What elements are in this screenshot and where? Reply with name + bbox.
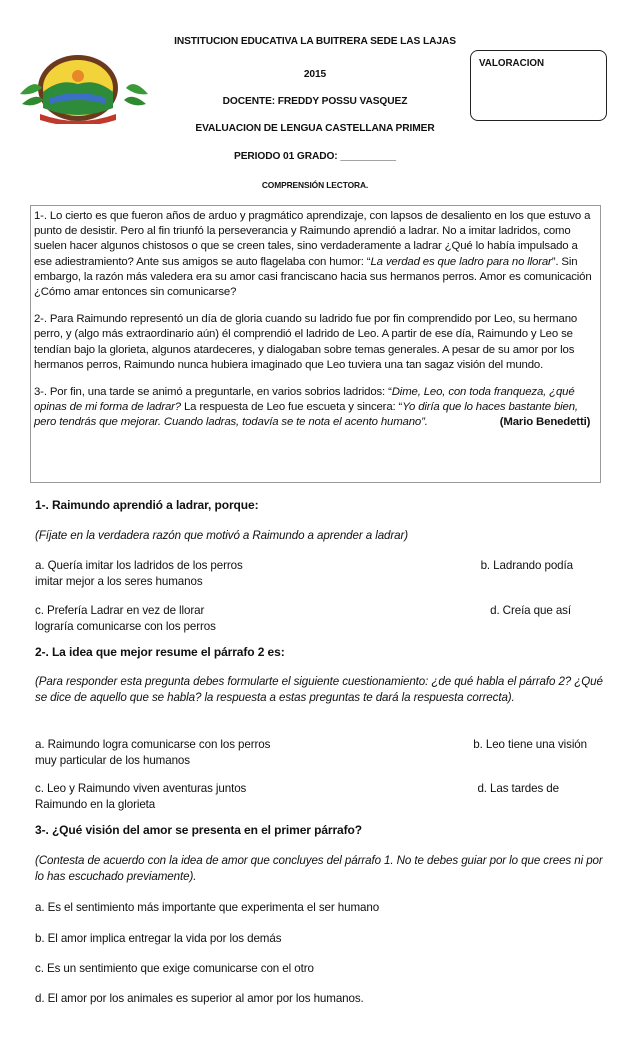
quote-3: Yo diría que lo haces bastante bien, pero tendrás que mejorar. Cuando ladras, todavía se te nota el acento humano”. [34,401,578,429]
author: (Mario Benedetti) [499,416,591,429]
crest-sun [72,70,84,82]
q1-option-b[interactable]: b. Ladrando podía [480,559,573,572]
teacher-name: DOCENTE: FREDDY POSSU VASQUEZ [222,96,408,107]
crest-leaf-left-2 [22,97,44,106]
question-2-title: 2-. La idea que mejor resume el párrafo 2 es: [35,645,285,659]
q1-option-c[interactable]: c. Prefería Ladrar en vez de llorar [35,604,205,617]
q3-option-d[interactable]: d. El amor por los animales es superior al amor por los humanos. [35,992,364,1005]
quote-1: La verdad es que ladro para no llorar [370,255,552,268]
q3-option-c[interactable]: c. Es un sentimiento que exige comunicarse con el otro [35,962,314,975]
q1-option-d-cont: lograría comunicarse con los perros [35,619,216,633]
question-1-options-ab [35,558,605,589]
q2-option-d[interactable]: d. Las tardes de [477,782,559,795]
question-1-title: 1-. Raimundo aprendió a ladrar, porque: [35,498,259,512]
q2-option-d-cont: Raimundo en la glorieta [35,797,156,811]
q3-option-a[interactable]: a. Es el sentimiento más importante que experimenta el ser humano [35,901,380,914]
period-grade: PERIODO 01 GRADO: __________ [234,151,396,162]
crest-leaf-right [126,84,148,94]
question-1-options-cd [35,603,605,634]
q2-option-a[interactable]: a. Raimundo logra comunicarse con los perros [35,738,271,751]
paragraph-1: 1-. Lo cierto es que fueron años de arduo y pragmático aprendizaje, con lapsos de desaliento en los que estuvo a punto de desistir. Pero al fin triunfó la perseverancia y Raimundo aprendió a ladrar. No a imitar ladridos, como suelen hacer algunos chistosos o que se creen tales, sino verdaderamente a ladrar ¿Qué lo había impulsado a ese adiestramiento? Ante sus amigos se auto flagelaba con humor: “La verdad es que ladro para no llorar”. Sin embargo, la razón más valedera era su amor casi franciscano hacia sus hermanos perros. Amor es comunicación ¿Cómo amar entonces sin comunicarse? [34,210,592,299]
paragraph-2: 2-. Para Raimundo representó un día de gloria cuando su ladrido fue por fin comprendido por Leo, su hermano perro, y (algo más extraordinario aún) él comprendió el ladrido de Leo. A partir de ese día, Raimundo y Leo se tendían bajo la glorieta, algunos atardeceres, y dialogaban sobre temas generales. A pesar de su amor por los hermanos perros, Raimundo nunca hubiera imaginado que Leo tuviera una tan sagaz visión del mundo. [34,313,578,371]
school-crest-logo [20,48,148,124]
valoracion-label: VALORACION [479,58,545,69]
paragraph-3: 3-. Por fin, una tarde se animó a preguntarle, en varios sobrios ladridos: “Dime, Leo, con toda franqueza, ¿qué opinas de mi forma de ladrar? La respuesta de Leo fue escueta y sincera: “Yo diría que lo haces bastante bien, pero tendrás que mejorar. Cuando ladras, todavía se te nota el acento humano”. (Mario Benedetti) [34,385,596,431]
q2-option-c[interactable]: c. Leo y Raimundo viven aventuras juntos [35,782,247,795]
institution-name: INSTITUCION EDUCATIVA LA BUITRERA SEDE LAS LAJAS [174,36,456,47]
question-1-instruction: (Fíjate en la verdadera razón que motivó a Raimundo a aprender a ladrar) [35,529,409,542]
q1-option-d[interactable]: d. Creía que así [490,604,571,617]
q2-option-b[interactable]: b. Leo tiene una visión [473,738,587,751]
question-3-title: 3-. ¿Qué visión del amor se presenta en el primer párrafo? [35,823,362,837]
q1-option-a[interactable]: a. Quería imitar los ladridos de los perros [35,559,243,572]
question-3-instruction: (Contesta de acuerdo con la idea de amor que concluyes del párrafo 1. No te debes guiar por lo que crees ni por lo has escuchado previamente). [35,854,603,883]
crest-leaf-right-2 [124,97,146,106]
valoracion-box[interactable] [470,50,607,121]
question-2-options-cd [35,781,605,812]
evaluation-title: EVALUACION DE LENGUA CASTELLANA PRIMER [195,123,435,134]
section-title: COMPRENSIÓN LECTORA. [261,180,369,190]
q2-option-b-cont: muy particular de los humanos [35,753,190,767]
question-2-instruction: (Para responder esta pregunta debes formularte el siguiente cuestionamiento: ¿de qué habla el párrafo 2? ¿Qué se dice de aquello que se habla? la respuesta a estas preguntas te dará la respuesta correcta). [35,675,603,704]
question-2-options-ab [35,737,605,768]
reading-passage [30,205,601,483]
q1-option-b-cont: imitar mejor a los seres humanos [35,574,203,588]
quote-2: Dime, Leo, con toda franqueza, ¿qué opinas de mi forma de ladrar? [34,386,575,414]
q3-option-b[interactable]: b. El amor implica entregar la vida por los demás [35,932,282,945]
year: 2015 [303,69,327,80]
